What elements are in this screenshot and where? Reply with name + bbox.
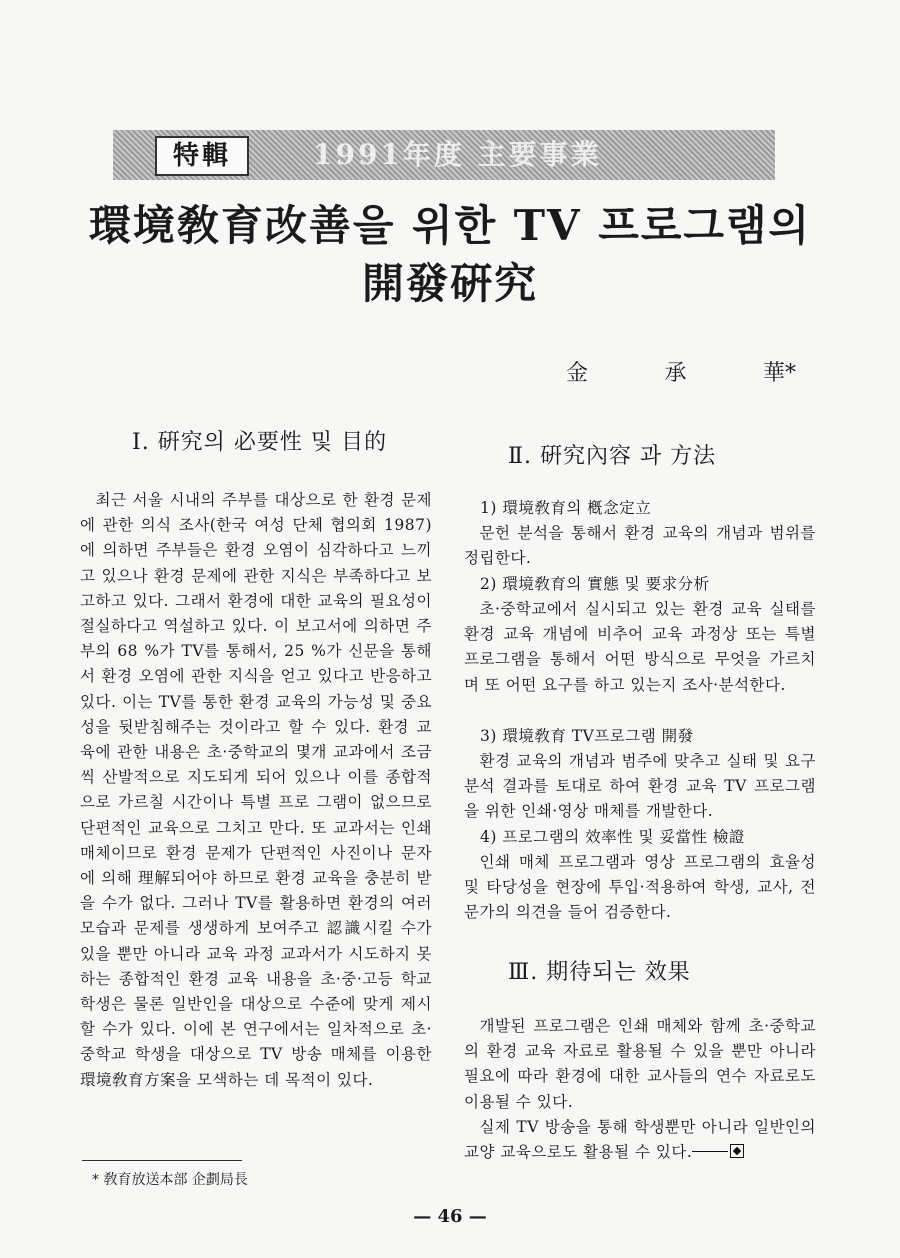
- section3-paragraph2-text: 실제 TV 방송을 통해 학생뿐만 아니라 일반인의 교양 교육으로도 활용될 수 있다.: [464, 1118, 816, 1162]
- page-number: — 46 —: [413, 1206, 487, 1227]
- feature-banner: [113, 130, 775, 180]
- item4-heading: 4) 프로그램의 效率性 및 妥當性 檢證: [480, 828, 745, 846]
- author-char: 金: [566, 361, 589, 386]
- article-title-line2: 開發硏究: [361, 259, 538, 308]
- item2-heading: 2) 環境敎育의 實態 및 要求分析: [480, 575, 710, 593]
- footnote-rule: [82, 1160, 242, 1161]
- section1-body: 최근 서울 시내의 주부를 대상으로 한 환경 문제에 관한 의식 조사(한국 여성 단체 협의회 1987)에 의하면 주부들은 환경 오염이 심각하다고 느끼고 있으나 환경 문제에 관한 지식은 부족하다고 보고하고 있다. 그래서 환경에 대한 교육의 필요성이 절실하다고 역설하고 있다. 이 보고서에 의하면 주부의 68 %가 TV를 통해서, 25 %가 신문을 통해서 환경 오염에 관한 지식을 얻고 있다고 반응하고 있다. 이는 TV를 통한 환경 교육의 가능성 및 중요성을 뒷받침해주는 것이라고 할 수 있다. 환경 교육에 관한 내용은 초·중학교의 몇개 교과에서 조금씩 산발적으로 지도되게 되어 있으나 이를 종합적으로 가르칠 시간이나 특별 프로 그램이 없으므로 단편적인 교육으로 그치고 만다. 또 교과서는 인쇄 매체이므로 환경 문제가 단편적인 사진이나 문자에 의해 理解되어야 하므로 환경 교육을 충분히 받을 수가 없다. 그러나 TV를 활용하면 환경의 여러 모습과 문제를 생생하게 보여주고 認識시킬 수가 있을 뿐만 아니라 교육 과정 교과서가 시도하지 못하는 종합적인 환경 교육 내용을 초·중·고등 학교 학생은 물론 일반인을 대상으로 수준에 맞게 제시할 수가 있다. 이에 본 연구에서는 일차적으로 초·중학교 학생을 대상으로 TV 방송 매체를 이용한 環境敎育方案을 모색하는 데 목적이 있다.: [80, 491, 432, 1089]
- section3-paragraph1: 개발된 프로그램은 인쇄 매체와 함께 초·중학교의 환경 교육 자료로 활용될 수 있을 뿐만 아니라 필요에 따라 환경에 대한 교사들의 연수 자료로도 이용될 수 있다.: [464, 1017, 816, 1111]
- feature-tag: 特輯: [155, 136, 249, 176]
- author-char: 承: [664, 361, 687, 386]
- article-title-line1: 環境敎育改善을 위한 TV 프로그램의: [88, 201, 812, 250]
- item1-body: 문헌 분석을 통해서 환경 교육의 개념과 범위를 정립한다.: [464, 524, 816, 568]
- item3-body: 환경 교육의 개념과 범주에 맞추고 실태 및 요구 분석 결과를 토대로 하여 환경 교육 TV 프로그램을 위한 인쇄·영상 매체를 개발한다.: [464, 752, 816, 821]
- feature-faded-text: 1991年度 主要事業: [313, 138, 602, 171]
- end-line: [692, 1151, 728, 1152]
- section1-heading: Ⅰ. 硏究의 必要性 및 目的: [132, 430, 388, 455]
- author-char: 華*: [762, 361, 796, 386]
- section3-paragraph2: [464, 1115, 816, 1165]
- item2-body: 초·중학교에서 실시되고 있는 환경 교육 실태를 환경 교육 개념에 비추어 교육 과정상 또는 특별 프로그램을 통해서 어떤 방식으로 무엇을 가르치며 또 어떤 요구를 하고 있는지 조사·분석한다.: [464, 600, 816, 694]
- item1-heading: 1) 環境敎育의 槪念定立: [480, 499, 652, 517]
- end-mark-icon: [730, 1144, 744, 1158]
- author-name: [566, 356, 796, 387]
- footnote: * 敎育放送本部 企劃局長: [92, 1172, 248, 1188]
- item4-body: 인쇄 매체 프로그램과 영상 프로그램의 효율성 및 타당성을 현장에 투입·적용하여 학생, 교사, 전문가의 의견을 들어 검증한다.: [464, 853, 816, 922]
- item3-heading: 3) 環境敎育 TV프로그램 開發: [480, 727, 694, 745]
- section3-heading: Ⅲ. 期待되는 效果: [508, 960, 691, 985]
- section2-heading: Ⅱ. 硏究內容 과 方法: [508, 444, 717, 469]
